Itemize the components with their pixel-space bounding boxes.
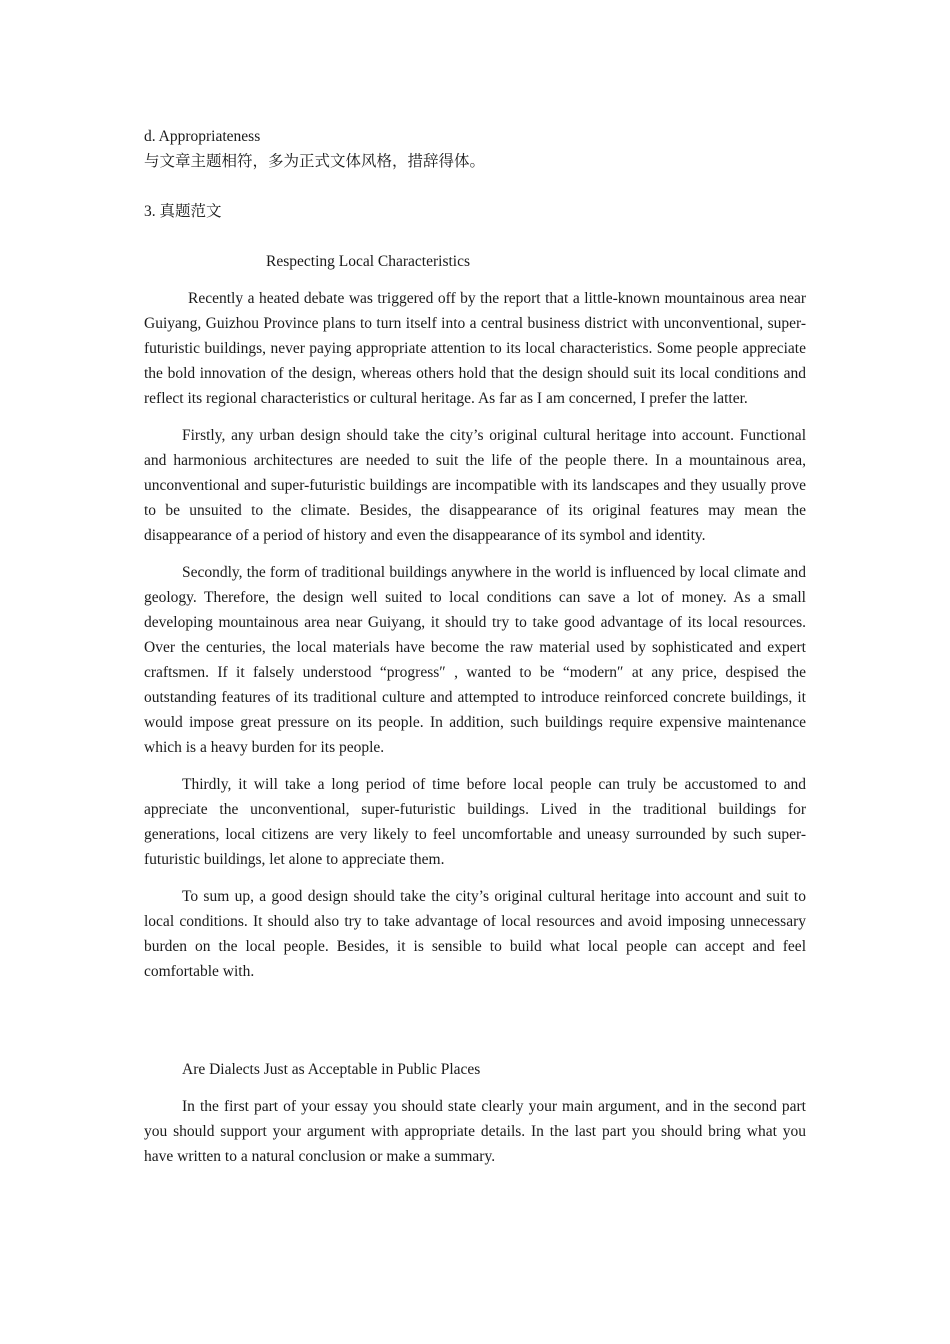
spacer	[144, 174, 806, 199]
essay-title: Respecting Local Characteristics	[266, 253, 471, 270]
essay-paragraph: Recently a heated debate was triggered off by the report that a little-known mountainous area near Guiyang, Guizhou Province plans to turn itself into a central business district with unconventional, super-futuristic buildings, never paying appropriate attention to its local characteristics. Some people appreciate the bold innovation of the design, whereas others hold that the design should suit its local conditions and reflect its regional characteristics or cultural heritage. As far as I am concerned, I prefer the latter.	[144, 290, 806, 407]
essay-paragraph: To sum up, a good design should take the city’s original cultural heritage into account and suit to local conditions. It should also try to take advantage of local resources and avoid imposing unnecessary burden on the local people. Besides, it is sensible to build what local people can accept and feel comfortable with.	[144, 888, 806, 980]
essay-paragraph: Secondly, the form of traditional buildings anywhere in the world is influenced by local climate and geology. Therefore, the design well suited to local conditions can save a lot of money. As a small developing mountainous area near Guiyang, it should try to take good advantage of its local resources. Over the centuries, the local materials have become the raw material used by sophisticated and expert craftsmen. If it falsely understood “progress″ , wanted to be “modern″ at any price, despised the outstanding features of its traditional culture and attempted to introduce reinforced concrete buildings, it would impose great pressure on its people. In addition, such buildings require expensive maintenance which is a heavy burden for its people.	[144, 564, 806, 756]
essay-paragraph: Firstly, any urban design should take the city’s original cultural heritage into account. Functional and harmonious architectures are needed to suit the life of the people there. In a mountainous area, unconventional and super-futuristic buildings are incompatible with its landscapes and they usually prove to be unsuited to the climate. Besides, the disappearance of its original features may mean the disappearance of a period of history and even the disappearance of its symbol and identity.	[144, 427, 806, 544]
document-page	[144, 124, 806, 1181]
essay-2-instructions: In the first part of your essay you should state clearly your main argument, and in the second part you should support your argument with appropriate details. In the last part you should bring what you have written to a natural conclusion or make a summary.	[144, 1098, 806, 1165]
essay-paragraph: Thirdly, it will take a long period of time before local people can truly be accustomed to and appreciate the unconventional, super-futuristic buildings. Lived in the traditional buildings for generations, local citizens are very likely to feel uncomfortable and uneasy surrounded by such super-futuristic buildings, let alone to appreciate them.	[144, 776, 806, 868]
section-d-title: d. Appropriateness	[144, 128, 261, 145]
spacer	[144, 996, 806, 1057]
essay-2-title: Are Dialects Just as Acceptable in Public Places	[182, 1061, 481, 1078]
spacer	[144, 224, 806, 249]
section-3-title: 3. 真题范文	[144, 203, 222, 220]
section-d-description: 与文章主题相符，多为正式文体风格，措辞得体。	[144, 153, 486, 170]
